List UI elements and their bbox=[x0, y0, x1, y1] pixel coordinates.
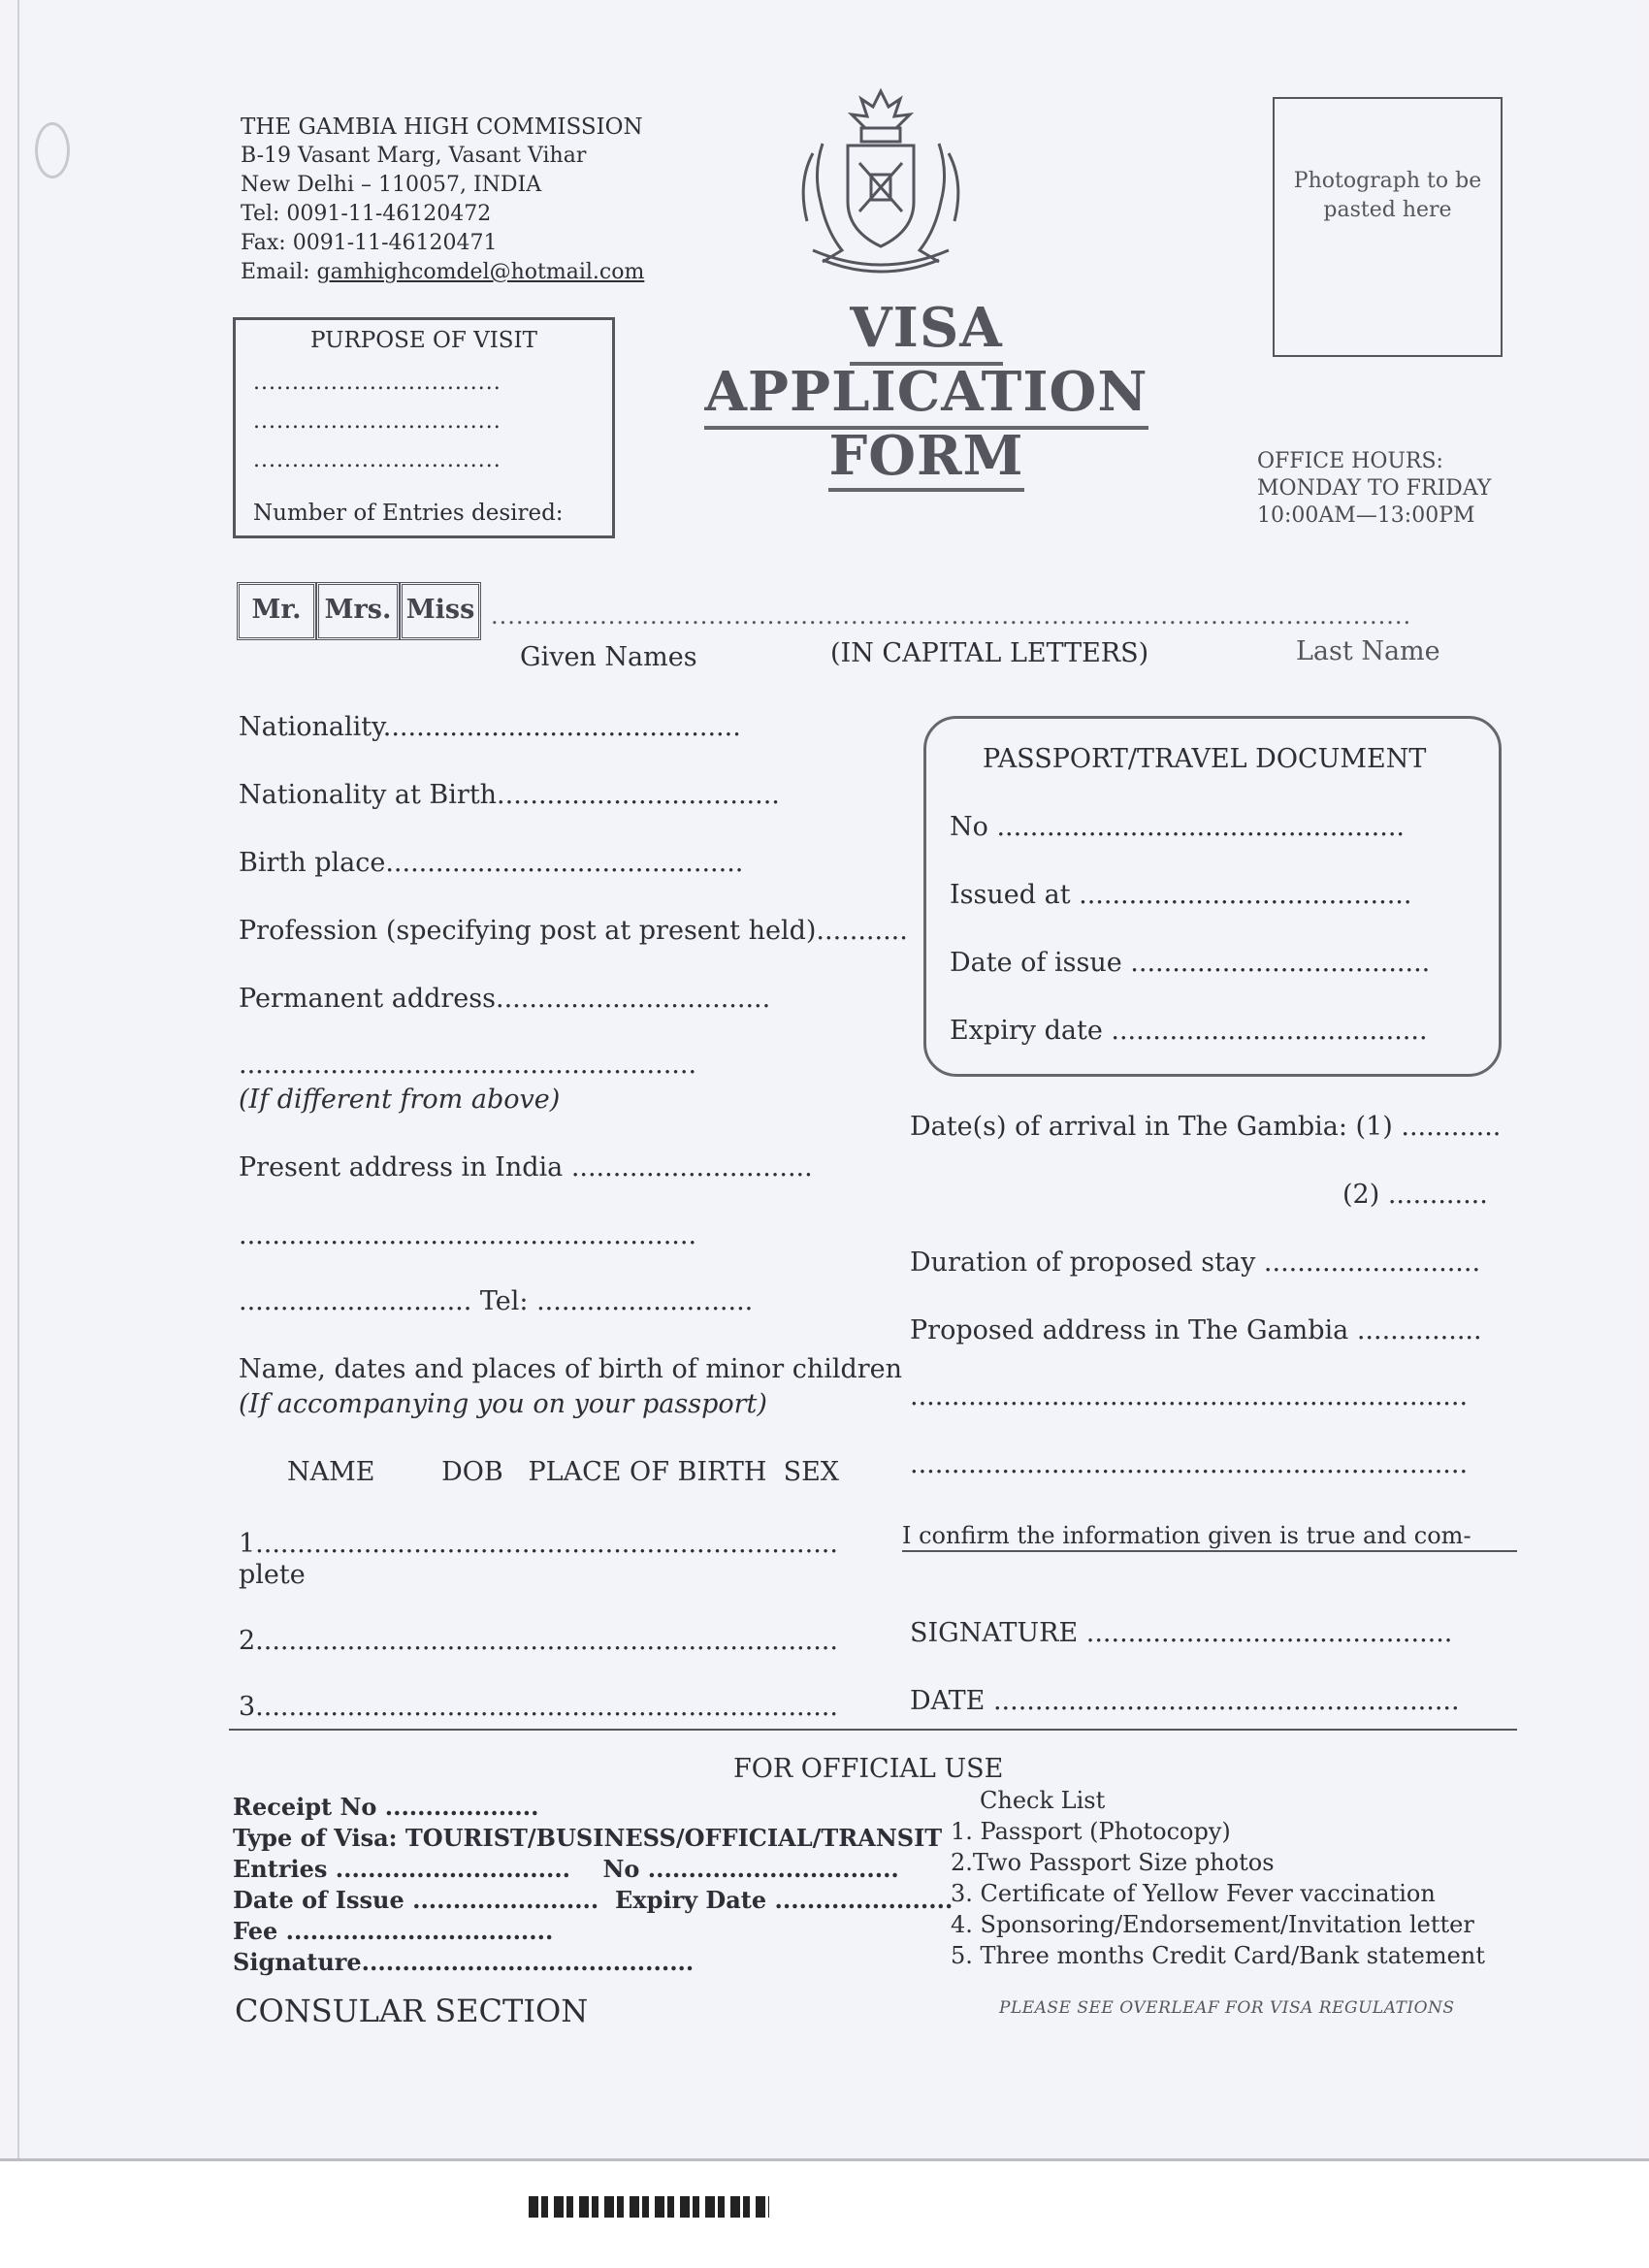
email-label: Email: bbox=[241, 260, 317, 284]
child-row-3[interactable]: 3...................................................................... bbox=[239, 1692, 838, 1722]
checklist-item-4: 4. Sponsoring/Endorsement/Invitation letter bbox=[951, 1911, 1474, 1938]
capital-letters-label: (IN CAPITAL LETTERS) bbox=[830, 638, 1149, 668]
passport-expiry-date-field[interactable]: Expiry date ...................................... bbox=[950, 1016, 1428, 1046]
official-use-divider bbox=[229, 1729, 1517, 1731]
photo-text-1: Photograph to be bbox=[1293, 169, 1482, 193]
official-use-title: FOR OFFICIAL USE bbox=[733, 1754, 1004, 1784]
barcode-icon bbox=[529, 2196, 769, 2218]
purpose-of-visit-box bbox=[233, 317, 615, 538]
nationality-at-birth-field[interactable]: Nationality at Birth.................................. bbox=[239, 780, 780, 810]
checklist-items bbox=[951, 1816, 1485, 1971]
title-line-2: FORM bbox=[828, 424, 1023, 492]
purpose-line-1[interactable]: ................................ bbox=[253, 371, 501, 395]
children-column-headers: NAME DOB PLACE OF BIRTH SEX bbox=[287, 1457, 840, 1487]
if-different-note: (If different from above) bbox=[239, 1085, 561, 1115]
permanent-address-field[interactable]: Permanent address................................. bbox=[239, 984, 771, 1014]
passport-box-title: PASSPORT/TRAVEL DOCUMENT bbox=[983, 744, 1427, 774]
address-line-1: THE GAMBIA HIGH COMMISSION bbox=[241, 114, 643, 140]
duration-of-stay-field[interactable]: Duration of proposed stay .......................... bbox=[910, 1247, 1481, 1278]
minor-children-note: (If accompanying you on your passport) bbox=[239, 1389, 767, 1419]
purpose-line-2[interactable]: ................................ bbox=[253, 409, 501, 434]
email-line bbox=[241, 258, 644, 287]
minor-children-label: Name, dates and places of birth of minor children bbox=[239, 1354, 903, 1384]
child-row-2[interactable]: 2...................................................................... bbox=[239, 1626, 838, 1656]
birth-place-field[interactable]: Birth place........................................... bbox=[239, 848, 744, 878]
passport-no-field[interactable]: No ................................................. bbox=[950, 812, 1406, 842]
date-field[interactable]: DATE ........................................................ bbox=[910, 1686, 1460, 1716]
address-line-4: Tel: 0091-11-46120472 bbox=[241, 202, 492, 226]
proposed-address-field[interactable]: Proposed address in The Gambia ............... bbox=[910, 1315, 1482, 1345]
confirmation-statement: I confirm the information given is true and com- bbox=[902, 1521, 1517, 1552]
punch-hole bbox=[35, 122, 70, 178]
title-line-1: VISA APPLICATION bbox=[704, 296, 1148, 430]
checklist-item-1: 1. Passport (Photocopy) bbox=[951, 1818, 1231, 1845]
passport-date-of-issue-field[interactable]: Date of issue .................................... bbox=[950, 948, 1431, 978]
last-name-label: Last Name bbox=[1296, 636, 1440, 666]
office-hours-label: OFFICE HOURS: bbox=[1257, 449, 1443, 473]
overleaf-note: PLEASE SEE OVERLEAF FOR VISA REGULATIONS bbox=[999, 1998, 1455, 2018]
proposed-address-line-2[interactable]: ................................................................... bbox=[910, 1381, 1469, 1411]
consular-section-label: CONSULAR SECTION bbox=[235, 1993, 589, 2029]
office-hours-time: 10:00AM—13:00PM bbox=[1257, 503, 1475, 528]
entries-no-field[interactable]: Entries ............................. No ............................... bbox=[233, 1855, 899, 1883]
profession-field[interactable]: Profession (specifying post at present held)........... bbox=[239, 916, 908, 946]
scanner-edge bbox=[0, 2158, 1649, 2268]
form-title bbox=[648, 296, 1205, 488]
office-hours-days: MONDAY TO FRIDAY bbox=[1257, 476, 1492, 501]
arrival-date-2-field[interactable]: (2) ............ bbox=[1342, 1180, 1488, 1210]
address-line-2: B-19 Vasant Marg, Vasant Vihar bbox=[241, 144, 587, 168]
photo-box[interactable] bbox=[1273, 97, 1503, 357]
checklist-item-5: 5. Three months Credit Card/Bank statement bbox=[951, 1942, 1485, 1969]
present-address-line-2[interactable]: ....................................................... bbox=[239, 1220, 697, 1250]
passport-issued-at-field[interactable]: Issued at ........................................ bbox=[950, 880, 1412, 910]
full-name-line[interactable]: .............................................................................................................. bbox=[491, 602, 1412, 630]
address-line-3: New Delhi – 110057, INDIA bbox=[241, 173, 542, 197]
nationality-field[interactable]: Nationality........................................... bbox=[239, 712, 741, 742]
date-of-issue-expiry-field[interactable]: Date of Issue ....................... Expiry Date ...................... bbox=[233, 1886, 954, 1914]
checklist-item-3: 3. Certificate of Yellow Fever vaccination bbox=[951, 1880, 1436, 1907]
passport-travel-document-box bbox=[923, 716, 1502, 1077]
visa-type-field[interactable]: Type of Visa: TOURIST/BUSINESS/OFFICIAL/TRANSIT bbox=[233, 1824, 943, 1852]
title-option-mr[interactable]: Mr. bbox=[237, 582, 316, 640]
child-row-1-continuation: plete bbox=[239, 1560, 306, 1590]
child-row-1[interactable]: 1...................................................................... bbox=[239, 1529, 838, 1559]
title-option-miss[interactable]: Miss bbox=[400, 582, 481, 640]
signature-field[interactable]: SIGNATURE ............................................ bbox=[910, 1618, 1453, 1648]
photo-text-2: pasted here bbox=[1323, 198, 1452, 222]
check-list-title: Check List bbox=[980, 1787, 1106, 1814]
address-line-5: Fax: 0091-11-46120471 bbox=[241, 231, 498, 255]
address-block bbox=[241, 113, 644, 287]
proposed-address-line-3[interactable]: ................................................................... bbox=[910, 1449, 1469, 1479]
tel-field[interactable]: ............................ Tel: .......................... bbox=[239, 1286, 754, 1316]
office-hours bbox=[1257, 448, 1491, 530]
coat-of-arms-icon bbox=[784, 85, 978, 275]
entries-desired-label[interactable]: Number of Entries desired: bbox=[253, 501, 564, 526]
receipt-no-field[interactable]: Receipt No ................... bbox=[233, 1793, 539, 1821]
present-address-field[interactable]: Present address in India ............................. bbox=[239, 1152, 813, 1183]
given-names-label: Given Names bbox=[520, 642, 697, 672]
arrival-date-1-field[interactable]: Date(s) of arrival in The Gambia: (1) ............ bbox=[910, 1112, 1502, 1142]
fee-field[interactable]: Fee ................................. bbox=[233, 1917, 554, 1945]
purpose-line-3[interactable]: ................................ bbox=[253, 448, 501, 472]
official-signature-field[interactable]: Signature......................................... bbox=[233, 1948, 695, 1976]
purpose-title: PURPOSE OF VISIT bbox=[310, 328, 537, 353]
permanent-address-line-2[interactable]: ....................................................... bbox=[239, 1050, 697, 1080]
title-option-mrs[interactable]: Mrs. bbox=[316, 582, 400, 640]
checklist-item-2: 2.Two Passport Size photos bbox=[951, 1849, 1275, 1876]
email-link[interactable]: gamhighcomdel@hotmail.com bbox=[316, 260, 645, 284]
